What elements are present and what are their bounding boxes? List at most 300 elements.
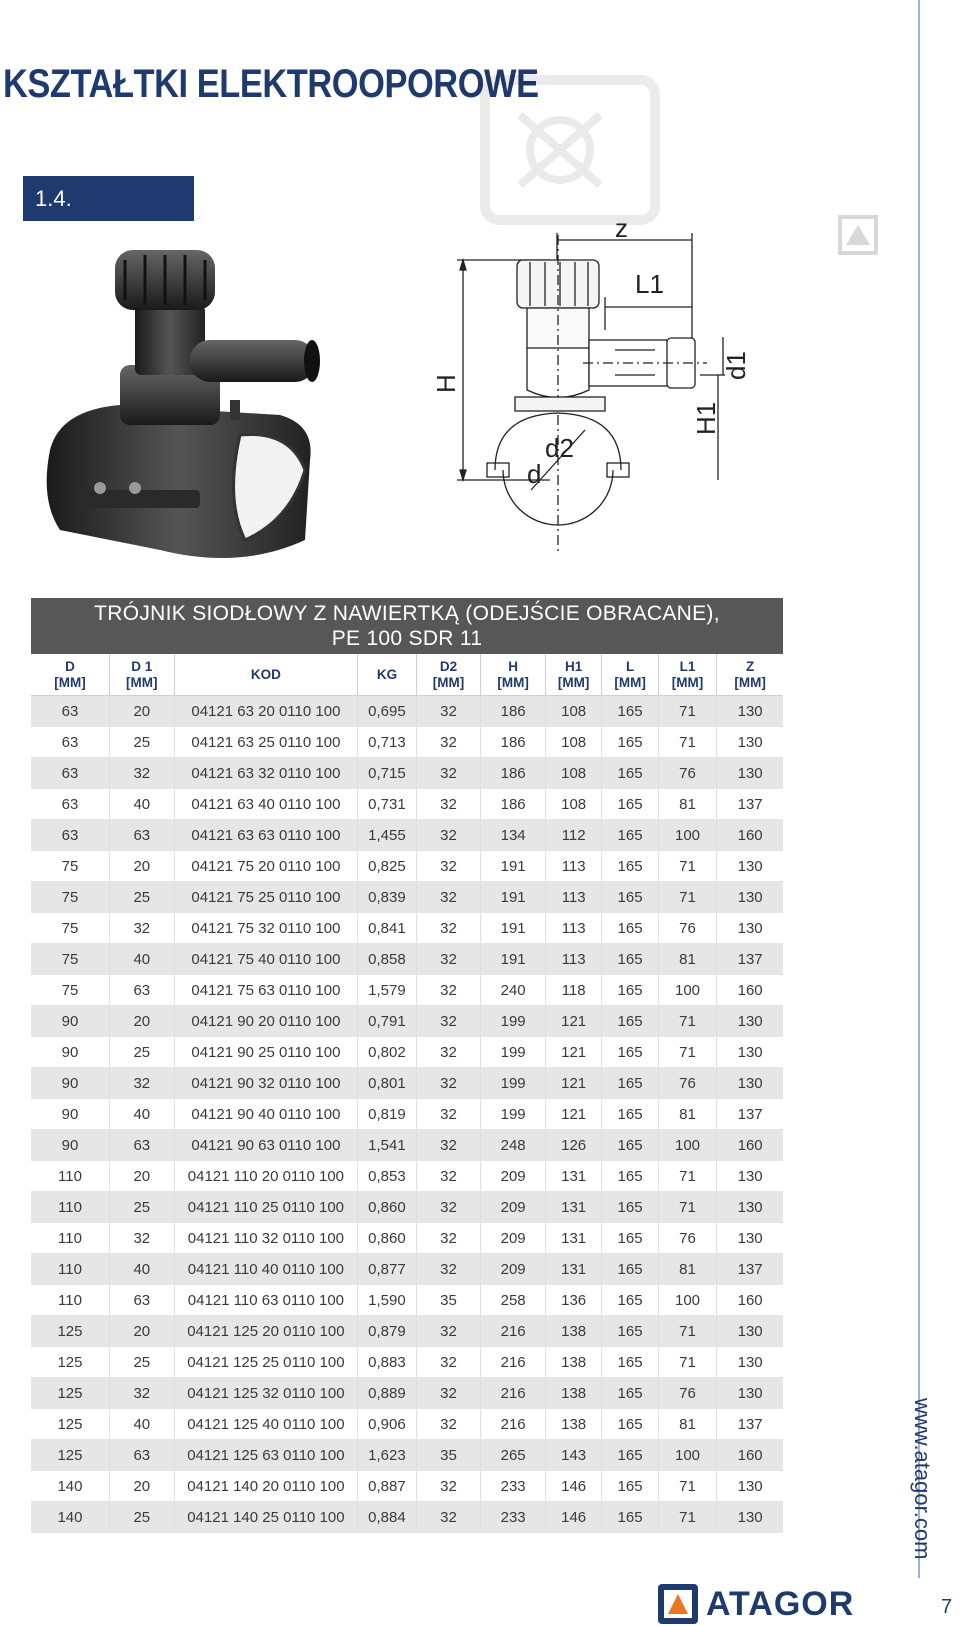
table-cell: 76	[658, 1223, 716, 1254]
table-cell: 20	[109, 1316, 174, 1347]
table-cell: 32	[416, 758, 481, 789]
table-cell: 71	[658, 1347, 716, 1378]
column-header-label: D	[65, 658, 75, 674]
table-cell: 137	[717, 789, 783, 820]
table-cell: 32	[416, 727, 481, 758]
table-cell: 63	[31, 758, 109, 789]
table-cell: 0,695	[358, 696, 416, 727]
table-row	[31, 1068, 783, 1099]
dim-label-z: z	[615, 213, 628, 243]
table-cell: 90	[31, 1068, 109, 1099]
table-row	[31, 1161, 783, 1192]
table-cell: 165	[602, 1285, 658, 1316]
table-cell: 125	[31, 1378, 109, 1409]
column-header-unit: [MM]	[432, 674, 465, 690]
table-cell: 191	[481, 944, 546, 975]
table-cell: 04121 75 32 0110 100	[174, 913, 358, 944]
table-cell: 233	[481, 1502, 546, 1533]
table-cell: 165	[602, 1471, 658, 1502]
table-cell: 165	[602, 913, 658, 944]
table-cell: 121	[545, 1006, 601, 1037]
table-cell: 186	[481, 789, 546, 820]
table-cell: 134	[481, 820, 546, 851]
table-cell: 165	[602, 1099, 658, 1130]
table-cell: 32	[416, 975, 481, 1006]
column-header	[416, 654, 481, 696]
table-cell: 0,884	[358, 1502, 416, 1533]
table-cell: 165	[602, 882, 658, 913]
table-cell: 0,860	[358, 1223, 416, 1254]
table-cell: 81	[658, 1254, 716, 1285]
table-cell: 240	[481, 975, 546, 1006]
table-cell: 130	[717, 696, 783, 727]
table-cell: 63	[109, 1440, 174, 1471]
table-cell: 25	[109, 1192, 174, 1223]
table-cell: 130	[717, 1316, 783, 1347]
table-cell: 63	[31, 789, 109, 820]
table-cell: 130	[717, 851, 783, 882]
table-cell: 25	[109, 1037, 174, 1068]
table-cell: 165	[602, 696, 658, 727]
column-header-unit: [MM]	[671, 674, 704, 690]
table-cell: 199	[481, 1068, 546, 1099]
column-header	[358, 654, 416, 696]
table-cell: 32	[416, 1502, 481, 1533]
table-cell: 0,853	[358, 1161, 416, 1192]
table-cell: 81	[658, 1099, 716, 1130]
table-cell: 32	[109, 1223, 174, 1254]
dim-label-d1: d1	[721, 351, 751, 380]
column-header-unit: [MM]	[54, 674, 86, 690]
table-cell: 160	[717, 1130, 783, 1161]
table-title-row	[31, 598, 783, 654]
table-cell: 75	[31, 944, 109, 975]
table-cell: 130	[717, 1471, 783, 1502]
table-cell: 165	[602, 758, 658, 789]
table-cell: 32	[416, 1068, 481, 1099]
table-cell: 130	[717, 758, 783, 789]
table-row	[31, 975, 783, 1006]
table-cell: 131	[545, 1223, 601, 1254]
table-cell: 186	[481, 758, 546, 789]
table-cell: 0,889	[358, 1378, 416, 1409]
table-cell: 04121 90 20 0110 100	[174, 1006, 358, 1037]
table-cell: 1,623	[358, 1440, 416, 1471]
table-cell: 110	[31, 1192, 109, 1223]
table-cell: 63	[31, 820, 109, 851]
table-cell: 32	[416, 1099, 481, 1130]
table-cell: 04121 110 20 0110 100	[174, 1161, 358, 1192]
table-cell: 32	[416, 1254, 481, 1285]
page-title: KSZTAŁTKI ELEKTROOPOROWE	[3, 62, 539, 106]
table-cell: 100	[658, 820, 716, 851]
table-cell: 1,590	[358, 1285, 416, 1316]
table-cell: 32	[109, 1068, 174, 1099]
table-cell: 04121 63 63 0110 100	[174, 820, 358, 851]
table-cell: 04121 90 25 0110 100	[174, 1037, 358, 1068]
table-cell: 0,731	[358, 789, 416, 820]
table-cell: 165	[602, 1130, 658, 1161]
table-row	[31, 758, 783, 789]
table-cell: 40	[109, 1409, 174, 1440]
table-cell: 0,906	[358, 1409, 416, 1440]
table-row	[31, 944, 783, 975]
table-cell: 32	[416, 1130, 481, 1161]
table-cell: 76	[658, 758, 716, 789]
column-header-label: KOD	[250, 666, 281, 682]
table-row	[31, 913, 783, 944]
table-cell: 71	[658, 1192, 716, 1223]
column-header-unit: [MM]	[557, 674, 590, 690]
watermark-graphic	[480, 75, 660, 225]
table-cell: 137	[717, 1409, 783, 1440]
table-cell: 04121 75 40 0110 100	[174, 944, 358, 975]
table-cell: 71	[658, 1316, 716, 1347]
table-cell: 199	[481, 1099, 546, 1130]
table-row	[31, 820, 783, 851]
table-cell: 32	[416, 1223, 481, 1254]
table-cell: 71	[658, 696, 716, 727]
table-cell: 165	[602, 1440, 658, 1471]
table-cell: 131	[545, 1192, 601, 1223]
table-cell: 191	[481, 882, 546, 913]
dim-label-l1: L1	[635, 269, 664, 299]
table-cell: 0,877	[358, 1254, 416, 1285]
table-cell: 130	[717, 1192, 783, 1223]
table-cell: 71	[658, 1471, 716, 1502]
table-cell: 63	[109, 1130, 174, 1161]
table-cell: 130	[717, 1347, 783, 1378]
table-title-line2: PE 100 SDR 11	[331, 627, 483, 650]
table-cell: 32	[416, 913, 481, 944]
table-row	[31, 1130, 783, 1161]
table-cell: 32	[416, 1037, 481, 1068]
dim-label-d: d	[527, 459, 542, 489]
table-cell: 130	[717, 913, 783, 944]
table-row	[31, 696, 783, 727]
table-cell: 100	[658, 1440, 716, 1471]
table-cell: 0,841	[358, 913, 416, 944]
table-cell: 63	[109, 975, 174, 1006]
table-cell: 32	[416, 820, 481, 851]
table-cell: 32	[416, 696, 481, 727]
table-cell: 110	[31, 1161, 109, 1192]
table-cell: 32	[109, 758, 174, 789]
table-row	[31, 1192, 783, 1223]
table-row	[31, 789, 783, 820]
table-cell: 71	[658, 1037, 716, 1068]
table-cell: 25	[109, 882, 174, 913]
table-cell: 32	[416, 1471, 481, 1502]
table-cell: 71	[658, 1161, 716, 1192]
table-cell: 165	[602, 1409, 658, 1440]
table-cell: 04121 125 25 0110 100	[174, 1347, 358, 1378]
table-cell: 04121 110 40 0110 100	[174, 1254, 358, 1285]
table-cell: 146	[545, 1471, 601, 1502]
table-cell: 04121 140 25 0110 100	[174, 1502, 358, 1533]
table-cell: 20	[109, 1006, 174, 1037]
table-row	[31, 1223, 783, 1254]
column-header-unit: [MM]	[734, 674, 766, 690]
table-cell: 04121 125 40 0110 100	[174, 1409, 358, 1440]
table-row	[31, 1037, 783, 1068]
column-header-label: L1	[679, 658, 696, 674]
table-cell: 138	[545, 1409, 601, 1440]
column-header	[602, 654, 658, 696]
table-cell: 04121 110 32 0110 100	[174, 1223, 358, 1254]
table-cell: 04121 75 25 0110 100	[174, 882, 358, 913]
technical-drawing	[431, 213, 815, 570]
table-cell: 233	[481, 1471, 546, 1502]
column-header	[174, 654, 358, 696]
table-cell: 32	[416, 1192, 481, 1223]
table-cell: 75	[31, 882, 109, 913]
table-cell: 130	[717, 882, 783, 913]
table-cell: 209	[481, 1223, 546, 1254]
table-cell: 216	[481, 1316, 546, 1347]
table-cell: 75	[31, 851, 109, 882]
table-cell: 138	[545, 1378, 601, 1409]
logo-text: ATAGOR	[706, 1584, 855, 1623]
table-cell: 186	[481, 696, 546, 727]
table-cell: 108	[545, 789, 601, 820]
dim-label-h1: H1	[691, 401, 721, 435]
table-cell: 40	[109, 789, 174, 820]
table-cell: 20	[109, 851, 174, 882]
table-cell: 108	[545, 727, 601, 758]
table-cell: 76	[658, 913, 716, 944]
table-cell: 0,713	[358, 727, 416, 758]
table-cell: 32	[416, 944, 481, 975]
table-cell: 125	[31, 1316, 109, 1347]
table-cell: 121	[545, 1068, 601, 1099]
table-cell: 04121 63 25 0110 100	[174, 727, 358, 758]
table-cell: 0,887	[358, 1471, 416, 1502]
column-header	[545, 654, 601, 696]
table-row	[31, 1316, 783, 1347]
table-cell: 90	[31, 1037, 109, 1068]
column-header	[109, 654, 174, 696]
table-cell: 165	[602, 1037, 658, 1068]
table-cell: 165	[602, 1378, 658, 1409]
table-cell: 100	[658, 975, 716, 1006]
table-cell: 63	[31, 727, 109, 758]
column-header	[31, 654, 109, 696]
column-header	[717, 654, 783, 696]
table-cell: 165	[602, 975, 658, 1006]
table-cell: 04121 63 40 0110 100	[174, 789, 358, 820]
table-cell: 90	[31, 1099, 109, 1130]
table-body	[31, 696, 783, 1533]
table-cell: 04121 90 32 0110 100	[174, 1068, 358, 1099]
table-cell: 04121 63 32 0110 100	[174, 758, 358, 789]
column-header-unit: [MM]	[126, 674, 158, 690]
table-cell: 136	[545, 1285, 601, 1316]
table-cell: 165	[602, 1347, 658, 1378]
table-cell: 125	[31, 1347, 109, 1378]
table-cell: 165	[602, 944, 658, 975]
table-cell: 100	[658, 1285, 716, 1316]
table-cell: 40	[109, 1254, 174, 1285]
table-cell: 04121 63 20 0110 100	[174, 696, 358, 727]
table-cell: 121	[545, 1099, 601, 1130]
table-cell: 125	[31, 1409, 109, 1440]
table-row	[31, 1471, 783, 1502]
table-cell: 0,715	[358, 758, 416, 789]
table-cell: 165	[602, 820, 658, 851]
table-cell: 160	[717, 820, 783, 851]
table-title	[31, 598, 783, 654]
table-row	[31, 1378, 783, 1409]
table-cell: 199	[481, 1006, 546, 1037]
table-row	[31, 1347, 783, 1378]
table-cell: 209	[481, 1254, 546, 1285]
table-cell: 04121 125 32 0110 100	[174, 1378, 358, 1409]
table-row	[31, 1285, 783, 1316]
table-cell: 125	[31, 1440, 109, 1471]
table-cell: 32	[416, 1409, 481, 1440]
table-cell: 118	[545, 975, 601, 1006]
table-cell: 71	[658, 727, 716, 758]
table-cell: 131	[545, 1161, 601, 1192]
table-cell: 165	[602, 1254, 658, 1285]
column-header	[481, 654, 546, 696]
table-cell: 71	[658, 851, 716, 882]
table-cell: 108	[545, 696, 601, 727]
table-cell: 113	[545, 944, 601, 975]
table-cell: 110	[31, 1285, 109, 1316]
table-cell: 191	[481, 913, 546, 944]
table-cell: 216	[481, 1347, 546, 1378]
table-cell: 1,455	[358, 820, 416, 851]
table-cell: 0,825	[358, 851, 416, 882]
table-row	[31, 1006, 783, 1037]
table-cell: 04121 140 20 0110 100	[174, 1471, 358, 1502]
table-cell: 32	[109, 1378, 174, 1409]
table-cell: 131	[545, 1254, 601, 1285]
table-cell: 20	[109, 1161, 174, 1192]
table-cell: 0,819	[358, 1099, 416, 1130]
table-cell: 32	[416, 851, 481, 882]
table-cell: 20	[109, 696, 174, 727]
table-cell: 130	[717, 727, 783, 758]
table-cell: 110	[31, 1223, 109, 1254]
table-cell: 130	[717, 1223, 783, 1254]
table-cell: 20	[109, 1471, 174, 1502]
table-cell: 121	[545, 1037, 601, 1068]
table-row	[31, 1409, 783, 1440]
table-cell: 248	[481, 1130, 546, 1161]
table-cell: 209	[481, 1192, 546, 1223]
brand-logo	[656, 1582, 896, 1626]
table-cell: 165	[602, 1161, 658, 1192]
table-cell: 100	[658, 1130, 716, 1161]
table-cell: 32	[416, 1378, 481, 1409]
section-number-badge: 1.4.	[23, 176, 194, 221]
table-cell: 140	[31, 1471, 109, 1502]
table-cell: 0,801	[358, 1068, 416, 1099]
table-cell: 138	[545, 1316, 601, 1347]
table-cell: 113	[545, 913, 601, 944]
table-cell: 63	[109, 820, 174, 851]
column-header-label: H1	[565, 658, 583, 674]
table-cell: 112	[545, 820, 601, 851]
table-cell: 199	[481, 1037, 546, 1068]
table-cell: 75	[31, 975, 109, 1006]
table-cell: 143	[545, 1440, 601, 1471]
table-row	[31, 727, 783, 758]
table-cell: 165	[602, 1006, 658, 1037]
table-cell: 130	[717, 1006, 783, 1037]
column-header-label: KG	[376, 666, 398, 682]
table-cell: 130	[717, 1161, 783, 1192]
table-cell: 32	[416, 882, 481, 913]
table-cell: 160	[717, 1285, 783, 1316]
table-cell: 113	[545, 882, 601, 913]
table-cell: 130	[717, 1378, 783, 1409]
table-cell: 130	[717, 1068, 783, 1099]
table-cell: 165	[602, 1192, 658, 1223]
logo-icon	[656, 1582, 700, 1626]
table-cell: 76	[658, 1068, 716, 1099]
product-photo	[40, 240, 340, 570]
table-cell: 04121 90 63 0110 100	[174, 1130, 358, 1161]
table-cell: 0,860	[358, 1192, 416, 1223]
table-cell: 32	[109, 913, 174, 944]
table-cell: 216	[481, 1378, 546, 1409]
table-cell: 265	[481, 1440, 546, 1471]
table-cell: 137	[717, 1099, 783, 1130]
column-header-label: H	[508, 658, 518, 674]
table-cell: 0,879	[358, 1316, 416, 1347]
table-cell: 04121 75 20 0110 100	[174, 851, 358, 882]
column-header-label: L	[625, 658, 635, 674]
table-cell: 75	[31, 913, 109, 944]
table-cell: 32	[416, 1161, 481, 1192]
table-cell: 146	[545, 1502, 601, 1533]
table-cell: 35	[416, 1440, 481, 1471]
table-cell: 32	[416, 1316, 481, 1347]
table-cell: 32	[416, 789, 481, 820]
table-row	[31, 1502, 783, 1533]
table-cell: 90	[31, 1006, 109, 1037]
spec-table	[31, 598, 783, 1533]
table-cell: 04121 110 25 0110 100	[174, 1192, 358, 1223]
table-cell: 160	[717, 1440, 783, 1471]
table-cell: 04121 125 63 0110 100	[174, 1440, 358, 1471]
watermark-small-icon	[838, 215, 878, 255]
table-cell: 1,579	[358, 975, 416, 1006]
table-cell: 216	[481, 1409, 546, 1440]
page-number: 7	[941, 1596, 953, 1618]
table-cell: 108	[545, 758, 601, 789]
table-cell: 160	[717, 975, 783, 1006]
table-title-line1: TRÓJNIK SIODŁOWY Z NAWIERTKĄ (ODEJŚCIE OBRACANE),	[94, 602, 720, 625]
table-cell: 130	[717, 1037, 783, 1068]
table-cell: 165	[602, 1316, 658, 1347]
table-cell: 165	[602, 1223, 658, 1254]
table-cell: 04121 125 20 0110 100	[174, 1316, 358, 1347]
table-cell: 0,883	[358, 1347, 416, 1378]
table-cell: 81	[658, 944, 716, 975]
table-cell: 81	[658, 789, 716, 820]
table-cell: 165	[602, 851, 658, 882]
table-cell: 165	[602, 1502, 658, 1533]
table-cell: 32	[416, 1347, 481, 1378]
table-cell: 25	[109, 1347, 174, 1378]
table-cell: 0,839	[358, 882, 416, 913]
table-cell: 71	[658, 1006, 716, 1037]
